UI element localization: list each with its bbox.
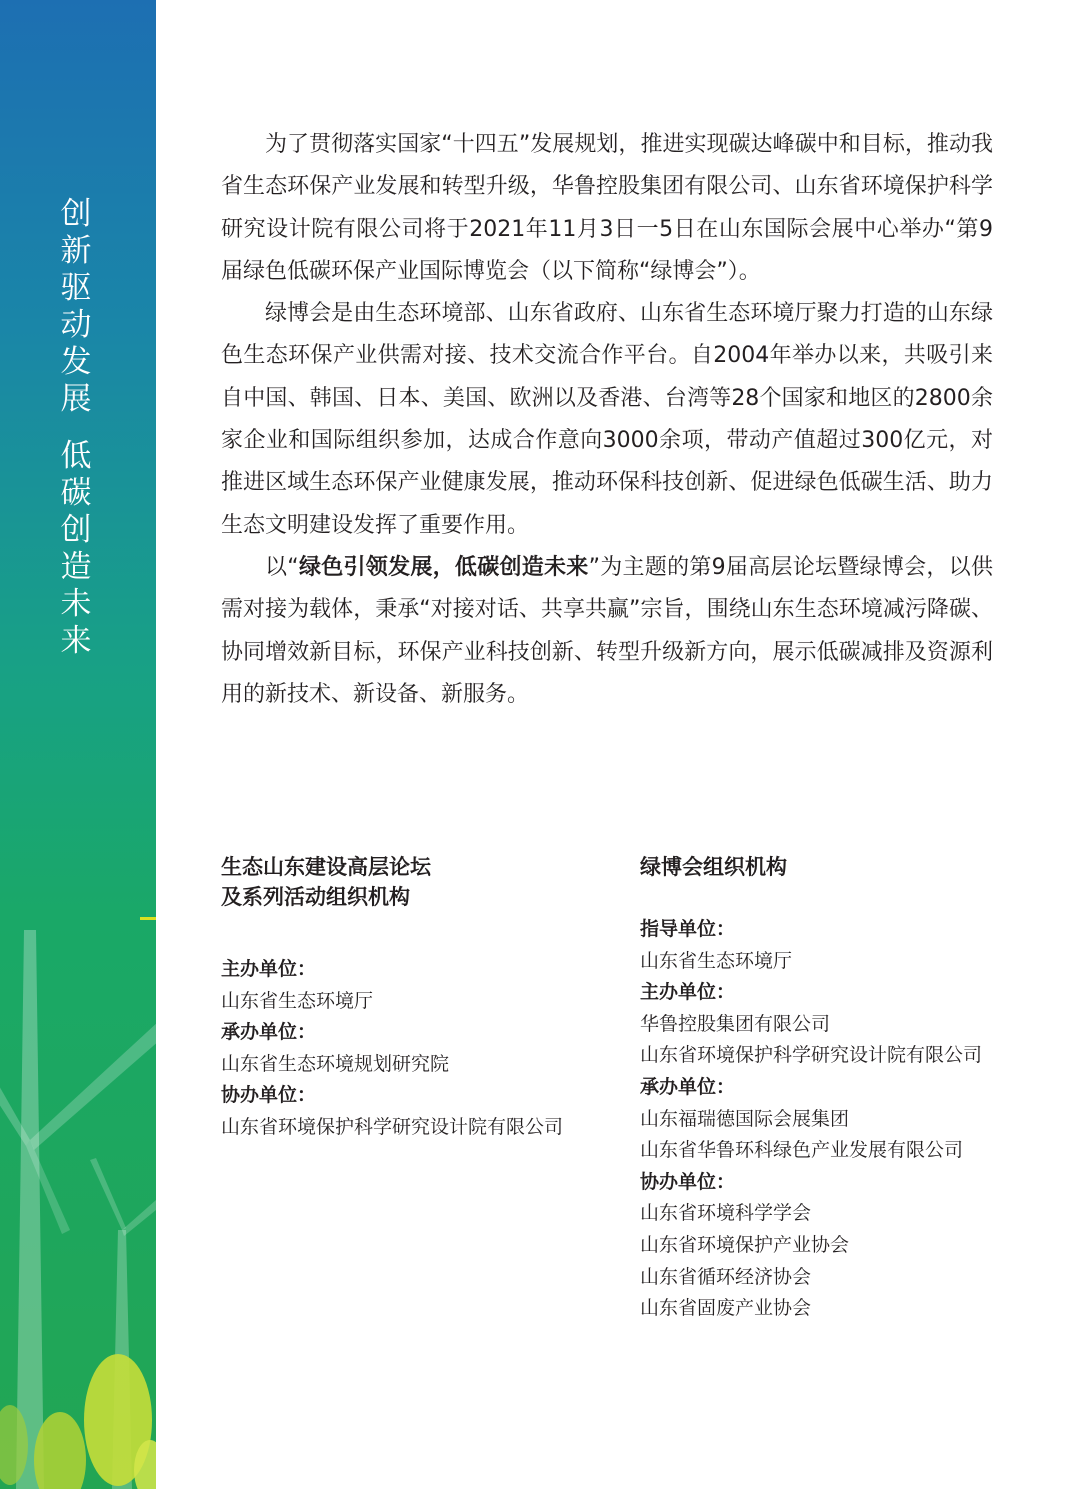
org-name: 华鲁控股集团有限公司 — [640, 1012, 831, 1035]
slogan-char: 未 — [60, 586, 92, 622]
slogan-char: 造 — [60, 549, 92, 585]
org-name: 山东省环境保护科学研究设计院有限公司 — [221, 1115, 564, 1138]
org-name: 山东省固废产业协会 — [640, 1297, 812, 1320]
org-name: 山东省循环经济协会 — [640, 1265, 812, 1288]
organizer-label: 承办单位： — [640, 1075, 736, 1098]
org-name: 山东福瑞德国际会展集团 — [640, 1107, 850, 1130]
section-title: 生态山东建设高层论坛 及系列活动组织机构 — [221, 855, 431, 909]
section-title: 绿博会组织机构 — [640, 855, 787, 879]
org-name: 山东省环境保护科学研究设计院有限公司 — [640, 1044, 983, 1067]
intro-text — [221, 124, 993, 716]
slogan-char: 驱 — [60, 270, 92, 306]
co-organizer-label: 协办单位： — [221, 1084, 317, 1107]
intro-paragraph: 以“绿色引领发展，低碳创造未来”为主题的第9届高层论坛暨绿博会，以供需对接为载体，秉承“对接对话、共享共赢”宗旨，围绕山东生态环境减污降碳、协同增效新目标，环保产业科技创新、转型升级新方向，展示低碳减排及资源利用的新技术、新设备、新服务。 — [221, 554, 993, 707]
intro-paragraph: 为了贯彻落实国家“十四五”发展规划，推进实现碳达峰碳中和目标，推动我省生态环保产业发展和转型升级，华鲁控股集团有限公司、山东省环境保护科学研究设计院有限公司将于2021年11月3日一5日在山东国际会展中心举办“第9届绿色低碳环保产业国际博览会（以下简称“绿博会”）。 — [221, 132, 993, 284]
org-name: 山东省环境保护产业协会 — [640, 1233, 850, 1256]
slogan-char: 创 — [60, 512, 92, 548]
org-name: 山东省生态环境厅 — [221, 989, 374, 1012]
accent-line — [140, 917, 156, 920]
theme-bold: 绿色引领发展，低碳创造未来 — [298, 554, 589, 580]
slogan-char: 动 — [60, 307, 92, 343]
slogan-char: 碳 — [60, 475, 92, 511]
co-organizer-label: 协办单位： — [640, 1170, 736, 1193]
host-label: 主办单位： — [221, 958, 317, 980]
organizer-label: 承办单位： — [221, 1021, 317, 1044]
slogan-char: 来 — [60, 623, 92, 659]
slogan-char: 新 — [60, 233, 92, 269]
guide-label: 指导单位： — [640, 918, 736, 940]
org-name: 山东省生态环境厅 — [640, 949, 793, 972]
forum-organization — [221, 852, 621, 1144]
sidebar-band — [0, 0, 156, 1489]
host-label: 主办单位： — [640, 981, 736, 1004]
org-name: 山东省华鲁环科绿色产业发展有限公司 — [640, 1139, 964, 1162]
expo-organization — [640, 852, 1040, 1325]
slogan-char: 发 — [60, 344, 92, 380]
slogan-char: 创 — [60, 196, 92, 232]
org-name: 山东省环境科学学会 — [640, 1202, 812, 1225]
slogan-char: 展 — [60, 381, 92, 417]
wind-turbine-and-leaf-icon — [0, 900, 156, 1489]
intro-paragraph: 绿博会是由生态环境部、山东省政府、山东省生态环境厅聚力打造的山东绿色生态环保产业供需对接、技术交流合作平台。自2004年举办以来，共吸引来自中国、韩国、日本、美国、欧洲以及香港、台湾等28个国家和地区的2800余家企业和国际组织参加，达成合作意向3000余项，带动产值超过300亿元，对推进区域生态环保产业健康发展，推动环保科技创新、促进绿色低碳生活、助力生态文明建设发挥了重要作用。 — [221, 301, 993, 538]
org-name: 山东省生态环境规划研究院 — [221, 1052, 450, 1075]
slogan-char: 低 — [60, 438, 92, 474]
vertical-slogan — [54, 196, 98, 660]
